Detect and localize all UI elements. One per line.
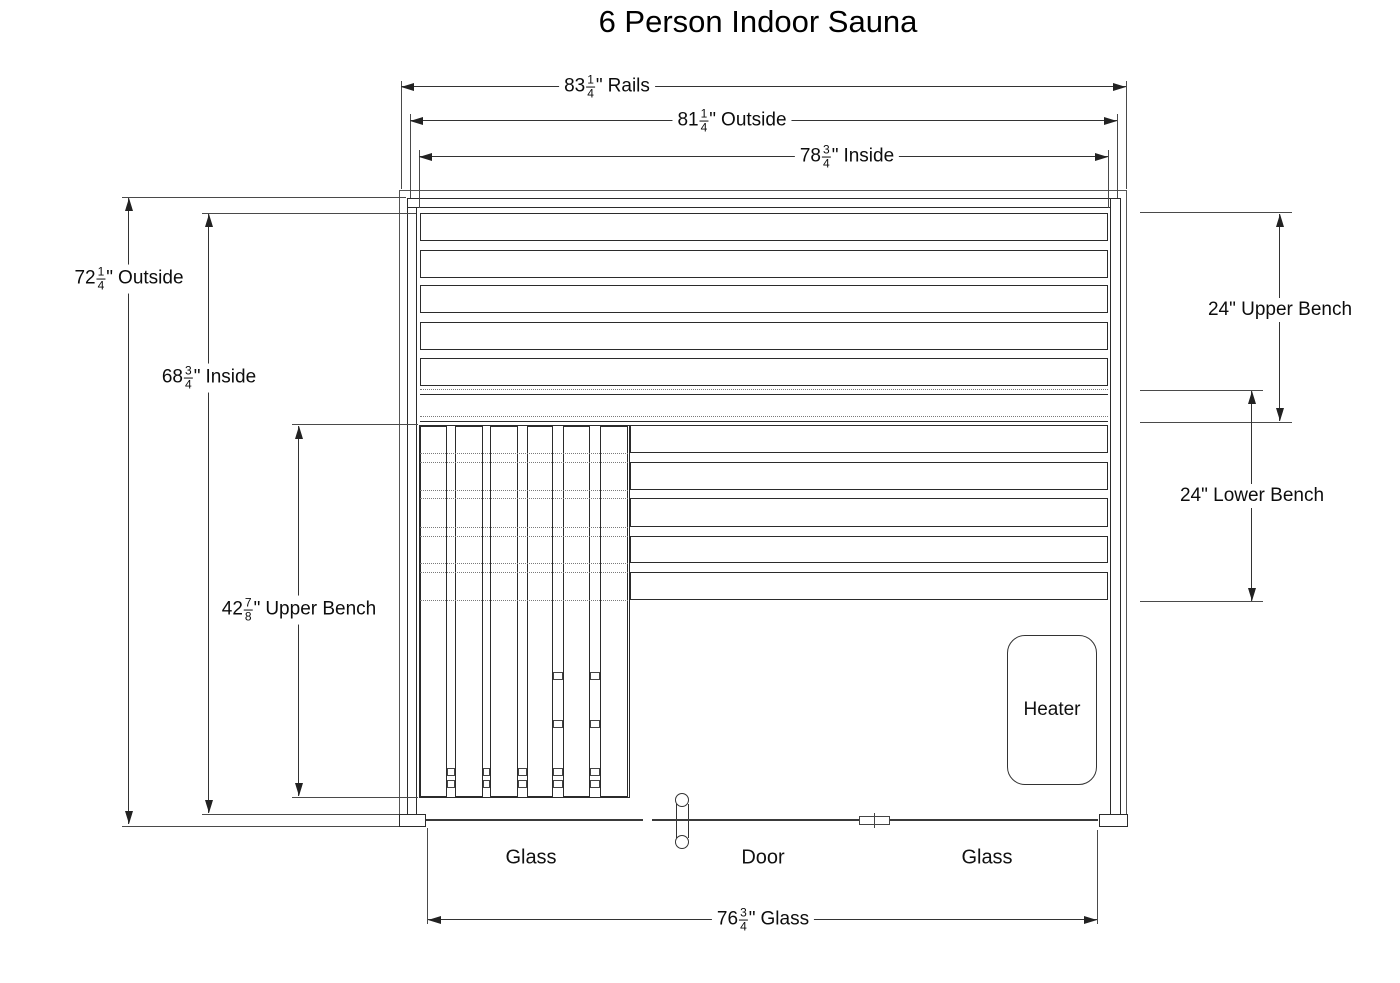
extension-line (1097, 830, 1098, 924)
lower-bench-slat (630, 462, 1108, 490)
bench-support-mark (553, 780, 563, 788)
upper-bench-slat (420, 213, 1108, 241)
rail-top-line (399, 190, 1127, 191)
extension-line (1108, 150, 1109, 208)
dim-inside-depth (161, 214, 257, 813)
door-handle-knob-top (675, 793, 689, 807)
page-title: 6 Person Indoor Sauna (598, 4, 918, 39)
extension-line (122, 197, 406, 198)
side-bench-slat (527, 426, 553, 797)
hidden-edge-line (420, 490, 628, 491)
side-bench-slat (600, 426, 628, 797)
dim-rails (401, 72, 1126, 101)
dim-outside-depth-label: 72 $\frac{1}{4}$ " Outside (69, 265, 188, 294)
wall-right (1110, 198, 1121, 815)
hidden-edge-line (420, 462, 628, 463)
arrow-right-icon (1113, 83, 1126, 91)
upper-bench-front-edge (420, 421, 1108, 422)
bench-support-mark (553, 768, 563, 776)
hidden-edge-line (420, 536, 628, 537)
extension-line (1140, 212, 1292, 213)
extension-line (1117, 114, 1118, 198)
bench-support-mark (590, 720, 600, 728)
arrow-down-icon (1276, 408, 1284, 421)
arrow-up-icon (1248, 391, 1256, 404)
door-latch-divider (874, 813, 875, 828)
dim-right-upper-bench (1207, 214, 1353, 421)
hidden-edge-line (420, 416, 1108, 417)
hidden-edge-line (420, 453, 628, 454)
upper-bench-slat (420, 250, 1108, 278)
wall-left (407, 198, 417, 815)
bench-support-mark (553, 720, 563, 728)
dim-inside-width (419, 142, 1108, 171)
arrow-up-icon (295, 426, 303, 439)
door-handle-bar (676, 804, 689, 838)
dim-right-upper-bench-label: 24" Upper Bench (1203, 298, 1357, 322)
arrow-left-icon (428, 916, 441, 924)
extension-line (1140, 601, 1263, 602)
arrow-right-icon (1095, 153, 1108, 161)
arrow-up-icon (205, 214, 213, 227)
bench-support-mark (590, 780, 600, 788)
heater-label: Heater (1023, 699, 1081, 720)
side-bench-slat (490, 426, 518, 797)
hidden-edge-line (420, 600, 628, 601)
bench-support-mark (447, 768, 455, 776)
hidden-edge-line (420, 563, 628, 564)
extension-line (292, 424, 418, 425)
corner-post-left (399, 814, 426, 827)
wall-top (407, 198, 1121, 208)
arrow-right-icon (1084, 916, 1097, 924)
dim-left-upper-bench (221, 426, 377, 796)
bench-support-mark (518, 768, 527, 776)
arrow-left-icon (419, 153, 432, 161)
glass-left-label: Glass (505, 846, 557, 869)
dim-right-lower-bench (1179, 391, 1325, 601)
hidden-edge-line (420, 389, 1108, 390)
dim-outside-width (410, 106, 1117, 135)
dim-glass-width (428, 905, 1097, 934)
side-bench-slat (455, 426, 483, 797)
arrow-down-icon (205, 800, 213, 813)
door-handle-knob-bottom (675, 835, 689, 849)
bench-support-mark (590, 672, 600, 680)
upper-bench-slat (420, 358, 1108, 386)
upper-bench-slat (420, 285, 1108, 313)
door-label: Door (741, 846, 785, 869)
upper-bench-slat (420, 322, 1108, 350)
arrow-down-icon (1248, 588, 1256, 601)
arrow-up-icon (1276, 214, 1284, 227)
arrow-down-icon (295, 783, 303, 796)
bench-edge-line (420, 394, 1108, 395)
glass-right-label: Glass (961, 846, 1013, 869)
hidden-edge-line (420, 527, 628, 528)
extension-line (410, 114, 411, 198)
corner-post-right (1099, 814, 1128, 827)
side-bench-outline (419, 425, 630, 798)
arrow-left-icon (410, 117, 423, 125)
bench-support-mark (590, 768, 600, 776)
extension-line (1126, 81, 1127, 189)
rail-right-line (1126, 190, 1127, 815)
bench-support-mark (553, 672, 563, 680)
extension-line (1140, 422, 1292, 423)
heater (1007, 635, 1097, 785)
glass-panel-left (426, 819, 643, 821)
dim-left-upper-bench-label: 42 $\frac{7}{8}$ " Upper Bench (217, 596, 381, 625)
arrow-left-icon (401, 83, 414, 91)
extension-line (427, 828, 428, 924)
dim-glass-width-label: 76 $\frac{3}{4}$ " Glass (712, 906, 814, 935)
extension-line (292, 797, 418, 798)
dim-right-lower-bench-label: 24" Lower Bench (1175, 484, 1329, 508)
hidden-edge-line (420, 572, 628, 573)
lower-bench-slat (630, 425, 1108, 453)
side-bench-slat (563, 426, 590, 797)
extension-line (202, 814, 412, 815)
rail-left-line (399, 190, 400, 815)
dim-rails-label: 83 $\frac{1}{4}$ " Rails (559, 73, 655, 102)
bench-support-mark (518, 780, 527, 788)
bench-support-mark (447, 780, 455, 788)
dim-outside-width-label: 81 $\frac{1}{4}$ " Outside (672, 107, 791, 136)
hidden-edge-line (420, 498, 628, 499)
lower-bench-slat (630, 498, 1108, 527)
extension-line (401, 81, 402, 189)
dim-outside-depth (74, 198, 184, 824)
extension-line (202, 213, 416, 214)
dim-inside-width-label: 78 $\frac{3}{4}$ " Inside (795, 143, 899, 172)
bench-support-mark (483, 768, 490, 776)
extension-line (1140, 390, 1263, 391)
side-bench-slat (420, 426, 447, 797)
lower-bench-slat (630, 536, 1108, 563)
lower-bench-slat (630, 572, 1108, 600)
arrow-down-icon (125, 811, 133, 824)
dim-inside-depth-label: 68 $\frac{3}{4}$ " Inside (157, 364, 261, 393)
arrow-right-icon (1104, 117, 1117, 125)
bench-support-mark (483, 780, 490, 788)
extension-line (122, 826, 399, 827)
arrow-up-icon (125, 198, 133, 211)
